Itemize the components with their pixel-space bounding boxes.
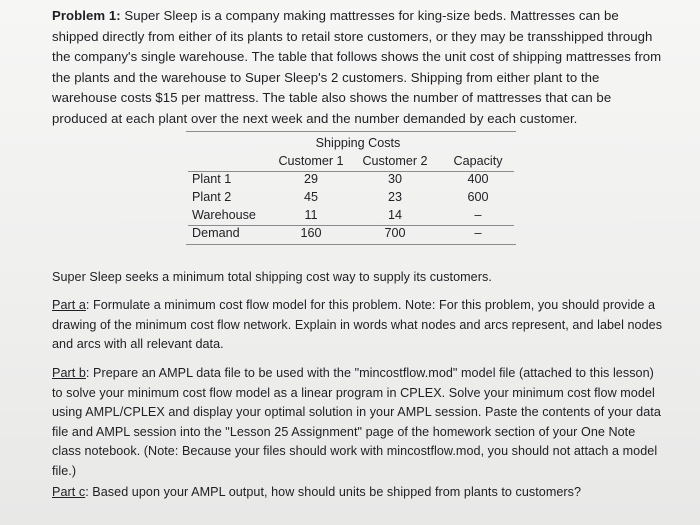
cell-c1: 11: [304, 208, 318, 222]
part-c-label: Part c: [52, 485, 86, 499]
cell-capacity: –: [474, 226, 482, 240]
row-label: Plant 2: [192, 190, 232, 204]
cell-capacity: –: [474, 208, 482, 222]
shipping-costs-header: Shipping Costs: [315, 136, 401, 150]
part-a: [52, 296, 667, 355]
cell-capacity: 600: [467, 190, 489, 204]
part-a-text: : Formulate a minimum cost flow model for this problem. Note: For this problem, you should provide a drawing of the minimum cost flow network. Explain in words what nodes and arcs represent, and label nodes and arcs with all relevant data.: [52, 298, 663, 351]
shipping-cost-table: [188, 134, 514, 242]
table-bottom-rule: [186, 244, 516, 245]
cell-c1: 45: [303, 190, 318, 204]
row-label: Demand: [192, 226, 240, 240]
cell-c2: 30: [387, 172, 402, 186]
table-row: [188, 188, 514, 206]
objective-statement: Super Sleep seeks a minimum total shipping cost way to supply its customers.: [52, 270, 492, 284]
part-a-label: Part a: [52, 298, 86, 312]
part-b-text: : Prepare an AMPL data file to be used with the "mincostflow.mod" model file (attached to this lesson) to solve your minimum cost flow model as a linear program in CPLEX. Solve your minimum cost flow model using AMPL/CPLEX and display your optimal solution in your AMPL session. Paste the contents of your data file and AMPL session into the "Lesson 25 Assignment" page of the homework section of your One Note class notebook. (Note: Because your files should work with mincostflow.mod, you should not attach a model file.): [52, 366, 661, 478]
table-row: [188, 170, 514, 188]
group-header-row: [188, 134, 514, 152]
part-c-text: : Based upon your AMPL output, how should units be shipped from plants to customers?: [85, 485, 582, 499]
part-b: [52, 364, 667, 481]
table-row: [188, 224, 514, 242]
cell-c2: 14: [387, 208, 402, 222]
problem-statement: [52, 6, 667, 129]
table-top-rule: [186, 131, 516, 132]
problem-label: Problem 1:: [52, 8, 121, 23]
part-b-label: Part b: [52, 366, 86, 380]
cell-capacity: 400: [467, 172, 489, 186]
cell-c2: 700: [384, 226, 406, 240]
part-c: [52, 483, 667, 503]
row-label: Warehouse: [192, 208, 256, 222]
cell-c2: 23: [387, 190, 402, 204]
column-header-row: [188, 152, 514, 170]
col-header-customer-2: Customer 2: [362, 154, 428, 168]
cell-c1: 160: [300, 226, 322, 240]
col-header-capacity: Capacity: [453, 154, 503, 168]
table-row: [188, 206, 514, 224]
row-label: Plant 1: [192, 172, 232, 186]
problem-text: Super Sleep is a company making mattresses for king-size beds. Mattresses can be shipped directly from either of its plants to retail store customers, or they may be transshipped through the company's single warehouse. The table that follows shows the unit cost of shipping mattresses from the plants and the warehouse to Super Sleep's 2 customers. Shipping from either plant to the warehouse costs $15 per mattress. The table also shows the number of mattresses that can be produced at each plant over the next week and the number demanded by each customer.: [52, 8, 662, 126]
cell-c1: 29: [303, 172, 318, 186]
col-header-customer-1: Customer 1: [278, 154, 344, 168]
